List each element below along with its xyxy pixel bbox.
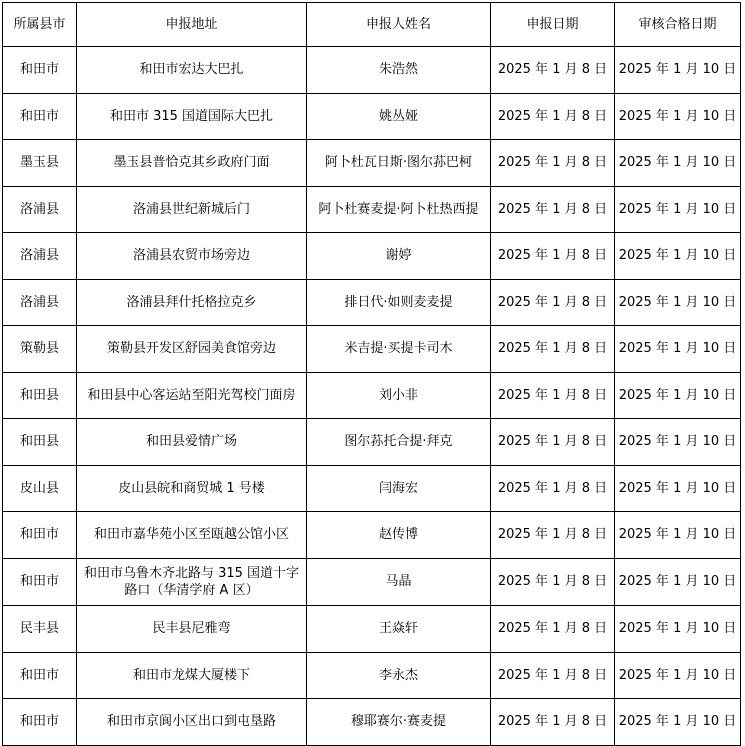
cell-report-date: 2025 年 1 月 8 日 [491, 652, 615, 699]
cell-approval-date: 2025 年 1 月 10 日 [615, 186, 741, 233]
cell-county: 和田市 [3, 699, 77, 746]
cell-approval-date: 2025 年 1 月 10 日 [615, 140, 741, 187]
table-row [3, 465, 741, 512]
cell-report-date: 2025 年 1 月 8 日 [491, 372, 615, 419]
cell-report-date: 2025 年 1 月 8 日 [491, 558, 615, 606]
header-address: 申报地址 [77, 3, 307, 47]
cell-report-date: 2025 年 1 月 8 日 [491, 47, 615, 94]
cell-report-date: 2025 年 1 月 8 日 [491, 140, 615, 187]
cell-applicant: 阿卜杜瓦日斯·图尔荪巴柯 [307, 140, 491, 187]
cell-address: 和田市宏达大巴扎 [77, 47, 307, 94]
cell-report-date: 2025 年 1 月 8 日 [491, 512, 615, 559]
table-row [3, 186, 741, 233]
cell-applicant: 闫海宏 [307, 465, 491, 512]
cell-approval-date: 2025 年 1 月 10 日 [615, 47, 741, 94]
cell-approval-date: 2025 年 1 月 10 日 [615, 512, 741, 559]
cell-applicant: 阿卜杜赛麦提·阿卜杜热西提 [307, 186, 491, 233]
cell-address: 洛浦县世纪新城后门 [77, 186, 307, 233]
cell-address: 和田市 315 国道国际大巴扎 [77, 93, 307, 140]
cell-applicant: 图尔荪托合提·拜克 [307, 419, 491, 466]
table-row [3, 652, 741, 699]
table-row [3, 47, 741, 94]
cell-applicant: 马晶 [307, 558, 491, 606]
cell-applicant: 赵传博 [307, 512, 491, 559]
cell-approval-date: 2025 年 1 月 10 日 [615, 233, 741, 280]
cell-approval-date: 2025 年 1 月 10 日 [615, 652, 741, 699]
cell-approval-date: 2025 年 1 月 10 日 [615, 372, 741, 419]
cell-county: 皮山县 [3, 465, 77, 512]
cell-address: 皮山县皖和商贸城 1 号楼 [77, 465, 307, 512]
cell-county: 和田市 [3, 47, 77, 94]
cell-approval-date: 2025 年 1 月 10 日 [615, 606, 741, 653]
table-row [3, 233, 741, 280]
cell-applicant: 排日代·如则麦麦提 [307, 279, 491, 326]
cell-county: 洛浦县 [3, 233, 77, 280]
cell-applicant: 王焱轩 [307, 606, 491, 653]
cell-address: 和田市嘉华苑小区至瓯越公馆小区 [77, 512, 307, 559]
table-row [3, 558, 741, 606]
cell-county: 和田市 [3, 652, 77, 699]
table-row [3, 372, 741, 419]
cell-report-date: 2025 年 1 月 8 日 [491, 186, 615, 233]
cell-address: 洛浦县农贸市场旁边 [77, 233, 307, 280]
table-body [3, 47, 741, 746]
cell-applicant: 米吉提·买提卡司木 [307, 326, 491, 373]
cell-report-date: 2025 年 1 月 8 日 [491, 699, 615, 746]
cell-applicant: 李永杰 [307, 652, 491, 699]
registration-table [2, 2, 741, 746]
cell-approval-date: 2025 年 1 月 10 日 [615, 326, 741, 373]
cell-report-date: 2025 年 1 月 8 日 [491, 419, 615, 466]
table-row [3, 606, 741, 653]
cell-report-date: 2025 年 1 月 8 日 [491, 326, 615, 373]
table-row [3, 699, 741, 746]
table-row [3, 93, 741, 140]
cell-county: 民丰县 [3, 606, 77, 653]
cell-applicant: 朱浩然 [307, 47, 491, 94]
cell-report-date: 2025 年 1 月 8 日 [491, 233, 615, 280]
cell-approval-date: 2025 年 1 月 10 日 [615, 558, 741, 606]
cell-report-date: 2025 年 1 月 8 日 [491, 606, 615, 653]
cell-county: 洛浦县 [3, 279, 77, 326]
cell-approval-date: 2025 年 1 月 10 日 [615, 419, 741, 466]
header-row [3, 3, 741, 47]
cell-county: 和田县 [3, 372, 77, 419]
cell-report-date: 2025 年 1 月 8 日 [491, 279, 615, 326]
cell-county: 和田市 [3, 558, 77, 606]
cell-applicant: 谢婷 [307, 233, 491, 280]
table-row [3, 279, 741, 326]
table-row [3, 512, 741, 559]
cell-approval-date: 2025 年 1 月 10 日 [615, 699, 741, 746]
cell-county: 和田县 [3, 419, 77, 466]
cell-county: 和田市 [3, 93, 77, 140]
cell-address: 策勒县开发区舒园美食馆旁边 [77, 326, 307, 373]
cell-applicant: 姚丛娅 [307, 93, 491, 140]
cell-report-date: 2025 年 1 月 8 日 [491, 465, 615, 512]
cell-county: 策勒县 [3, 326, 77, 373]
cell-county: 和田市 [3, 512, 77, 559]
cell-address: 和田市乌鲁木齐北路与 315 国道十字路口（华清学府 A 区） [77, 558, 307, 606]
cell-county: 洛浦县 [3, 186, 77, 233]
cell-applicant: 刘小非 [307, 372, 491, 419]
cell-address: 和田县爱情广场 [77, 419, 307, 466]
header-applicant: 申报人姓名 [307, 3, 491, 47]
cell-report-date: 2025 年 1 月 8 日 [491, 93, 615, 140]
table-row [3, 419, 741, 466]
cell-applicant: 穆耶赛尔·赛麦提 [307, 699, 491, 746]
table-row [3, 140, 741, 187]
cell-county: 墨玉县 [3, 140, 77, 187]
header-approval-date: 审核合格日期 [615, 3, 741, 47]
table-row [3, 326, 741, 373]
cell-address: 和田市京阆小区出口到屯垦路 [77, 699, 307, 746]
header-county: 所属县市 [3, 3, 77, 47]
table-header [3, 3, 741, 47]
cell-address: 和田市龙煤大厦楼下 [77, 652, 307, 699]
cell-approval-date: 2025 年 1 月 10 日 [615, 279, 741, 326]
cell-approval-date: 2025 年 1 月 10 日 [615, 465, 741, 512]
cell-address: 洛浦县拜什托格拉克乡 [77, 279, 307, 326]
cell-address: 民丰县尼雅弯 [77, 606, 307, 653]
cell-address: 和田县中心客运站至阳光驾校门面房 [77, 372, 307, 419]
header-report-date: 申报日期 [491, 3, 615, 47]
cell-address: 墨玉县普恰克其乡政府门面 [77, 140, 307, 187]
cell-approval-date: 2025 年 1 月 10 日 [615, 93, 741, 140]
